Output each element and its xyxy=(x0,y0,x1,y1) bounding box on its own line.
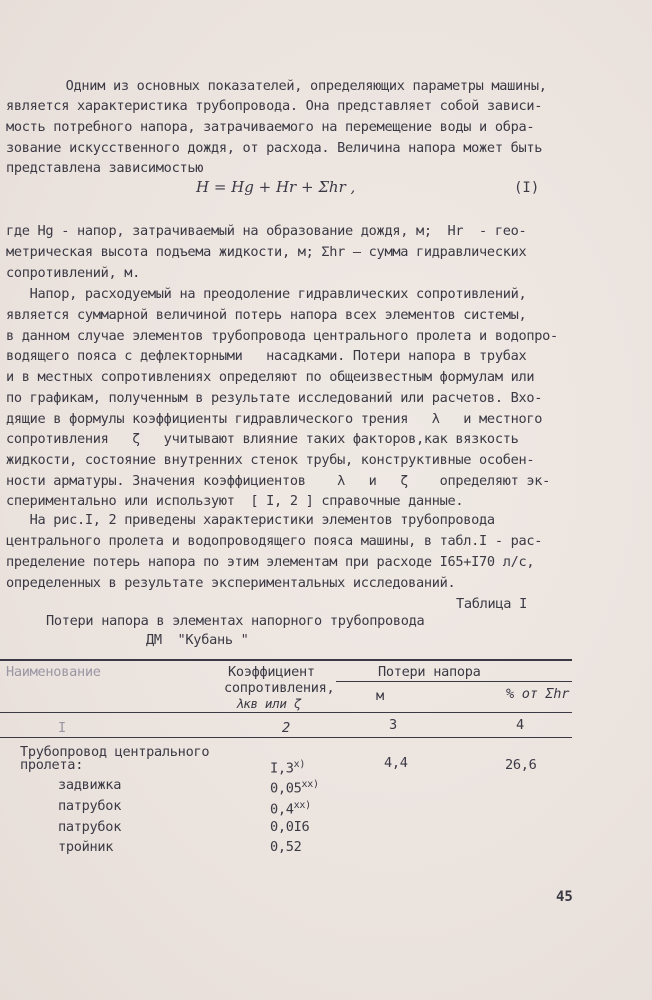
row-losses-percent: 26,6 xyxy=(505,757,537,773)
text-line: пределение потерь напора по этим элементам при расходе I65+I70 л/c, xyxy=(6,554,535,570)
header-coef-line3: λкв или ζ xyxy=(236,696,302,711)
text-line: Одним из основных показателей, определяющих параметры машины, xyxy=(42,78,547,94)
table-caption-subtitle: ДМ "Кубань " xyxy=(146,632,249,648)
text-line: по графикам, полученным в результате исследований или расчетов. Вхо- xyxy=(6,390,543,406)
row-name: тройник xyxy=(58,839,114,855)
row-name-cont: пролета: xyxy=(20,757,84,773)
row-losses-m: 4,4 xyxy=(384,755,408,771)
text-line: ности арматуры. Значения коэффициентов λ и ζ определяют эк- xyxy=(6,473,551,489)
header-losses-m: м xyxy=(376,688,384,704)
header-losses-percent: % от Σhr xyxy=(506,686,570,702)
header-coef-line1: Коэффициент xyxy=(228,664,315,680)
header-coef-line2: сопротивления, xyxy=(224,680,335,696)
header-bottom-rule xyxy=(0,712,572,713)
text-line: в данном случае элементов трубопровода центрального пролета и водопро- xyxy=(6,328,558,344)
row-name: патрубок xyxy=(58,798,122,814)
row-name: Трубопровод центрального xyxy=(20,744,210,760)
text-line: центрального пролета и водопроводящего пояса машины, в табл.I - рас- xyxy=(6,533,543,549)
coef-footnote-mark: xx) xyxy=(301,779,319,790)
row-coef: 0,0I6 xyxy=(270,819,310,835)
row-coef: I,3$^{x)}$ xyxy=(270,759,306,777)
text-line: и в местных сопротивлениях определяют по общеизвестным формулам или xyxy=(6,369,535,385)
column-number: 4 xyxy=(516,717,524,733)
page-number: 45 xyxy=(556,889,573,905)
formula: H = Hg + Hr + Σhr , xyxy=(196,178,356,196)
text-line: представлена зависимостью xyxy=(6,160,204,176)
text-line: зование искусственного дождя, от расхода. Величина напора может быть xyxy=(6,140,543,156)
header-losses: Потери напора xyxy=(378,664,481,680)
losses-header-rule xyxy=(336,681,572,682)
formula-number: (I) xyxy=(514,180,540,196)
header-name: Наименование xyxy=(6,664,101,680)
text-line: На рис.I, 2 приведены характеристики элементов трубопровода xyxy=(6,512,495,528)
text-line: дящие в формулы коэффициенты гидравлического трения λ и местного xyxy=(6,411,543,427)
text-line: метрическая высота подъема жидкости, м; Σhr – сумма гидравлических xyxy=(6,244,527,260)
column-number: 3 xyxy=(389,717,397,733)
text-line: Напор, расходуемый на преодоление гидравлических сопротивлений, xyxy=(6,286,527,302)
text-line: сопротивлений, м. xyxy=(6,265,141,281)
table-top-rule xyxy=(0,659,572,661)
text-line: является характеристика трубопровода. Она представляет собой зависи- xyxy=(6,98,543,114)
text-line: водящего пояса с дефлекторными насадками. Потери напора в трубах xyxy=(6,348,527,364)
text-line: мость потребного напора, затрачиваемого на перемещение воды и обра- xyxy=(6,119,535,135)
row-name: задвижка xyxy=(58,777,122,793)
row-coef: 0,4$^{xx)}$ xyxy=(270,800,311,818)
coef-footnote-mark: xx) xyxy=(293,800,311,811)
text-line: является суммарной величиной потерь напора всех элементов системы, xyxy=(6,307,527,323)
row-name: патрубок xyxy=(58,819,122,835)
table-label: Таблица I xyxy=(456,596,527,612)
table-caption: Потери напора в элементах напорного трубопровода xyxy=(46,613,425,629)
row-coef: 0,52 xyxy=(270,839,302,855)
text-line: определенных в результате экспериментальных исследований. xyxy=(6,575,456,591)
column-number: 2 xyxy=(282,720,290,736)
text-line: где Hg - напор, затрачиваемый на образование дождя, м; Hr - гео- xyxy=(6,223,527,239)
text-line: сопротивления ζ учитывают влияние таких факторов,как вязкость xyxy=(6,431,519,447)
text-line: жидкости, состояние внутренних стенок трубы, конструктивные особен- xyxy=(6,452,535,468)
row-coef: 0,05$^{xx)}$ xyxy=(270,779,319,797)
column-numbers-rule xyxy=(0,737,572,738)
text-line: спериментально или используют [ I, 2 ] справочные данные. xyxy=(6,493,464,509)
coef-footnote-mark: x) xyxy=(293,759,306,770)
column-number: I xyxy=(58,720,66,736)
